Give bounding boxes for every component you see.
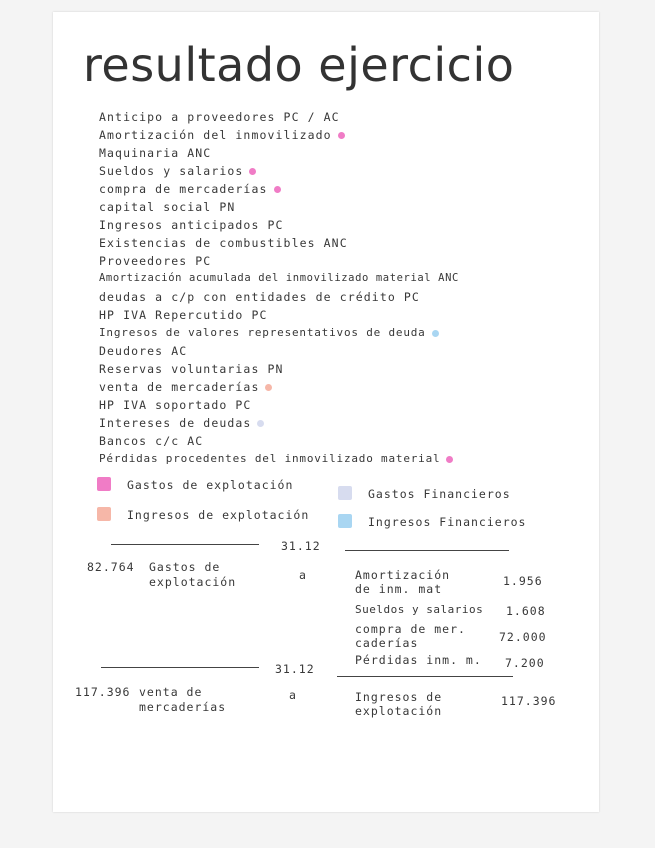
legend-swatch bbox=[338, 486, 352, 500]
journal-rule bbox=[345, 550, 509, 551]
account-line: HP IVA Repercutido PC bbox=[99, 308, 268, 322]
marker-dot bbox=[338, 132, 345, 139]
account-line: venta de mercaderías bbox=[99, 380, 272, 394]
debit-account: venta de bbox=[139, 685, 203, 699]
legend-swatch bbox=[338, 514, 352, 528]
marker-dot bbox=[249, 168, 256, 175]
legend-label: Gastos Financieros bbox=[368, 487, 511, 501]
journal-rule bbox=[337, 676, 513, 677]
credit-amount: 7.200 bbox=[505, 656, 545, 670]
account-line: Proveedores PC bbox=[99, 254, 212, 268]
debit-account: mercaderías bbox=[139, 700, 227, 714]
account-line: Deudores AC bbox=[99, 344, 188, 358]
account-line: Ingresos anticipados PC bbox=[99, 218, 284, 232]
connector: a bbox=[289, 688, 297, 702]
connector: a bbox=[299, 568, 307, 582]
legend-label: Ingresos Financieros bbox=[368, 515, 527, 529]
credit-account: caderías bbox=[355, 636, 419, 650]
account-line: Anticipo a proveedores PC / AC bbox=[99, 110, 340, 124]
marker-dot bbox=[446, 456, 453, 463]
account-line: Bancos c/c AC bbox=[99, 434, 204, 448]
entry-date: 31.12 bbox=[275, 662, 315, 676]
account-line: Ingresos de valores representativos de deuda bbox=[99, 326, 439, 339]
debit-account: explotación bbox=[149, 575, 237, 589]
page-title: resultado ejercicio bbox=[83, 38, 515, 92]
journal-rule bbox=[101, 667, 259, 668]
credit-account: explotación bbox=[355, 704, 443, 718]
credit-account: Sueldos y salarios bbox=[355, 603, 484, 616]
marker-dot bbox=[257, 420, 264, 427]
marker-dot bbox=[432, 330, 439, 337]
legend-label: Ingresos de explotación bbox=[127, 508, 310, 522]
legend-swatch bbox=[97, 507, 111, 521]
legend-swatch bbox=[97, 477, 111, 491]
account-line: Pérdidas procedentes del inmovilizado material bbox=[99, 452, 453, 465]
marker-dot bbox=[265, 384, 272, 391]
account-line: Sueldos y salarios bbox=[99, 164, 256, 178]
credit-account: Amortización bbox=[355, 568, 451, 582]
credit-amount: 72.000 bbox=[499, 630, 547, 644]
account-line: Reservas voluntarias PN bbox=[99, 362, 284, 376]
credit-account: Ingresos de bbox=[355, 690, 443, 704]
credit-account: de inm. mat bbox=[355, 582, 443, 596]
notebook-page bbox=[53, 12, 599, 812]
account-line: Amortización del inmovilizado bbox=[99, 128, 345, 142]
account-line: Intereses de deudas bbox=[99, 416, 264, 430]
credit-amount: 117.396 bbox=[501, 694, 557, 708]
debit-amount: 82.764 bbox=[87, 560, 135, 574]
account-line: compra de mercaderías bbox=[99, 182, 281, 196]
account-line: HP IVA soportado PC bbox=[99, 398, 252, 412]
account-line: capital social PN bbox=[99, 200, 236, 214]
marker-dot bbox=[274, 186, 281, 193]
account-line: Maquinaria ANC bbox=[99, 146, 212, 160]
account-line: Existencias de combustibles ANC bbox=[99, 236, 348, 250]
legend-label: Gastos de explotación bbox=[127, 478, 294, 492]
debit-amount: 117.396 bbox=[75, 685, 131, 699]
journal-rule bbox=[111, 544, 259, 545]
entry-date: 31.12 bbox=[281, 539, 321, 553]
account-line: Amortización acumulada del inmovilizado material ANC bbox=[99, 272, 459, 284]
credit-amount: 1.608 bbox=[506, 604, 546, 618]
debit-account: Gastos de bbox=[149, 560, 221, 574]
credit-amount: 1.956 bbox=[503, 574, 543, 588]
credit-account: compra de mer. bbox=[355, 622, 466, 636]
account-line: deudas a c/p con entidades de crédito PC bbox=[99, 290, 420, 304]
credit-account: Pérdidas inm. m. bbox=[355, 653, 482, 667]
